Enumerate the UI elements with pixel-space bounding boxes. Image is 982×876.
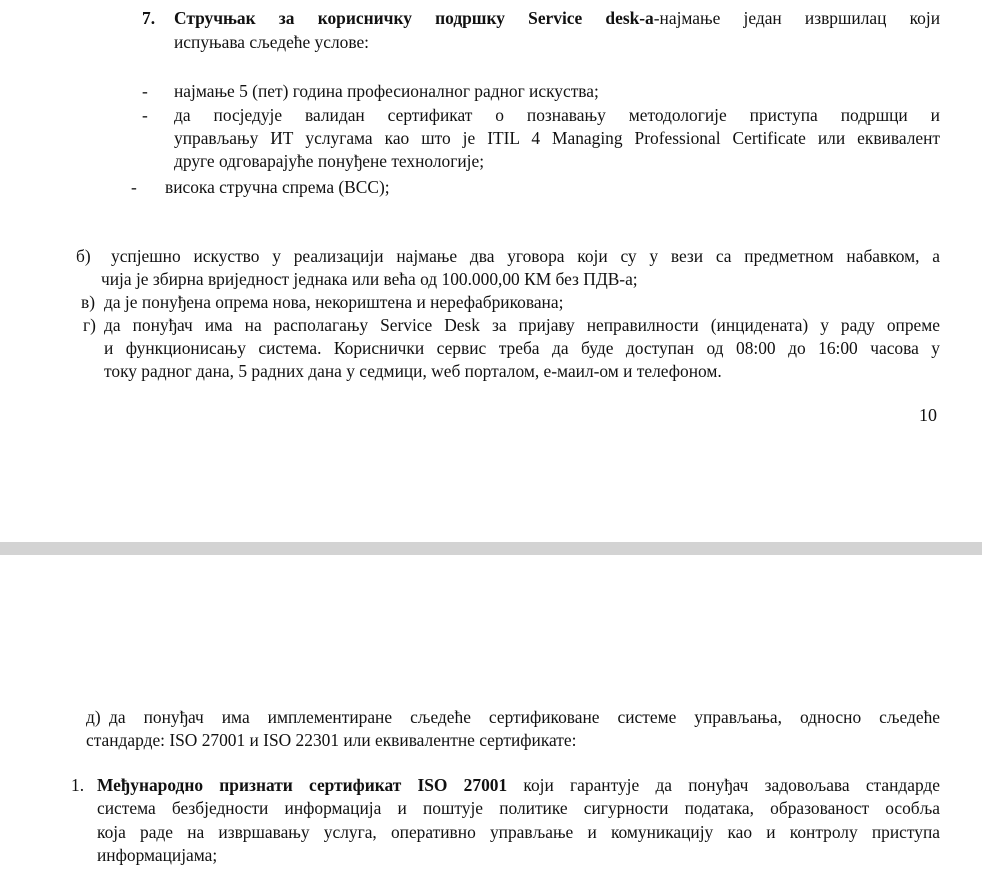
item-1-number: 1. bbox=[71, 775, 85, 795]
item-1-line-2: система безбједности информација и поштује политике сигурности података, образованост особља bbox=[97, 798, 940, 818]
item-g-line-3: току радног дана, 5 радних дана у седмици, wеб порталом, е-маил-ом и телефоном. bbox=[104, 361, 722, 381]
bullet-2-line-1: да посједује валидан сертификат о познавању методологије приступа подршци и bbox=[174, 105, 940, 125]
item-d-line-1: да понуђач има имплементиране сљедеће сертификоване системе управљања, односно сљедеће bbox=[109, 707, 940, 727]
item-b-line-2: чија је збирна вриједност једнака или већа од 100.000,00 КМ без ПДВ-а; bbox=[101, 269, 638, 289]
bullet-3-dash: - bbox=[131, 177, 137, 197]
item-7-line-2: испуњава сљедеће услове: bbox=[174, 32, 369, 52]
item-d-line-2: стандарде: ISO 27001 и ISO 22301 или еквивалентне сертификате: bbox=[86, 730, 577, 750]
bullet-2-line-2: управљању ИТ услугама као што је ITIL 4 Managing Professional Certificate или еквивалент bbox=[174, 128, 940, 148]
bullet-1-dash: - bbox=[142, 81, 148, 101]
bullet-2-dash: - bbox=[142, 105, 148, 125]
item-v-line-1: да је понуђена опрема нова, некориштена и нерефабрикована; bbox=[104, 292, 564, 312]
item-7-title-bold: Стручњак за корисничку подршку Service desk-а bbox=[174, 8, 654, 28]
item-b-marker: б) bbox=[76, 246, 91, 266]
item-7-title-line bbox=[174, 7, 940, 29]
item-1-title-line bbox=[97, 774, 940, 796]
item-1-line-4: информацијама; bbox=[97, 845, 218, 865]
item-1-title-bold: Међународно признати сертификат ISO 27001 bbox=[97, 775, 508, 795]
bullet-3-line-1: висока стручна спрема (ВСС); bbox=[165, 177, 390, 197]
page-separator bbox=[0, 542, 982, 555]
bullet-1-line-1: најмање 5 (пет) година професионалног радног искуства; bbox=[174, 81, 599, 101]
item-v-marker: в) bbox=[81, 292, 96, 312]
item-g-line-1: да понуђач има на располагању Service Desk за пријаву неправилности (инцидената) у раду опреме bbox=[104, 315, 940, 335]
item-g-line-2: и функционисању система. Кориснички сервис треба да буде доступан од 08:00 до 16:00 часова у bbox=[104, 338, 940, 358]
item-7-title-rest: -најмање један извршилац који bbox=[653, 8, 941, 28]
item-1-line-3: која раде на извршавању услуга, оперативно управљање и комуникацију као и контролу приступа bbox=[97, 822, 940, 842]
item-7-number: 7. bbox=[142, 8, 156, 28]
document-page-11 bbox=[0, 555, 982, 876]
item-g-marker: г) bbox=[83, 315, 96, 335]
bullet-2-line-3: друге одговарајуће понуђене технологије; bbox=[174, 151, 485, 171]
item-b-line-1: успјешно искуство у реализацији најмање два уговора који су у вези са предметном набавком, а bbox=[111, 246, 940, 266]
item-d-marker: д) bbox=[86, 707, 101, 727]
page-number: 10 bbox=[919, 405, 937, 425]
item-1-title-rest: који гарантује да понуђач задовољава стандарде bbox=[523, 775, 941, 795]
